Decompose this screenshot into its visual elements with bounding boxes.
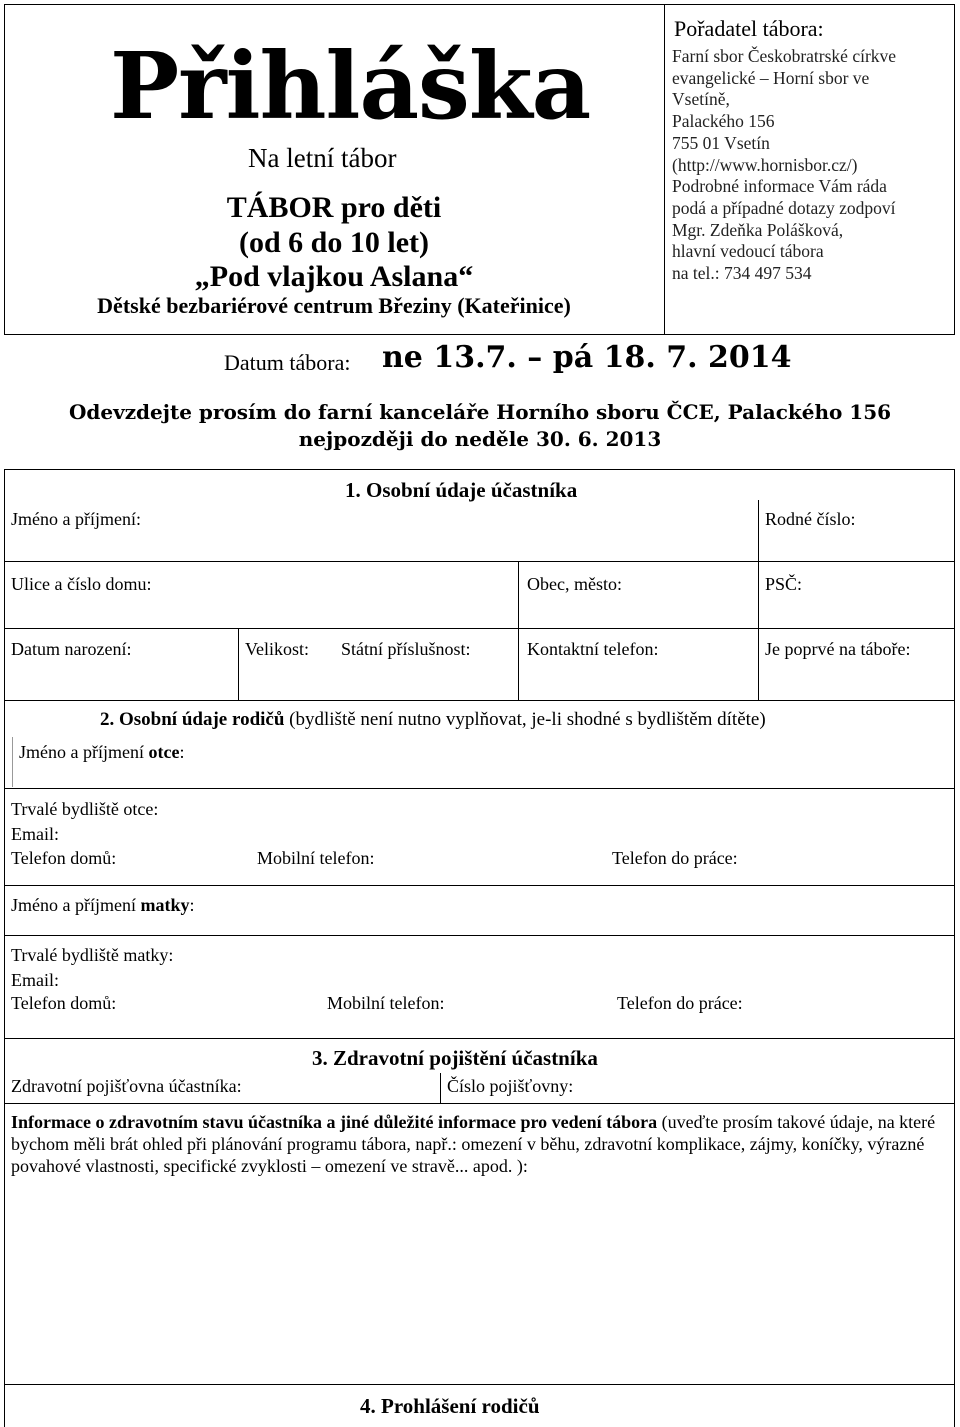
camp-date-label: Datum tábora: (224, 350, 351, 375)
organizer-line: Farní sbor Českobratrské církve (672, 46, 897, 66)
form-subtitle: Na letní tábor (248, 143, 397, 173)
mother-mobile-field[interactable]: Mobilní telefon: (327, 993, 445, 1013)
organizer-line: podá a případné dotazy zodpoví (672, 197, 896, 218)
mother-address-field[interactable]: Trvalé bydliště matky: (11, 945, 174, 965)
section-3-title: 3. Zdravotní pojištění účastníka (312, 1046, 598, 1070)
zip-field[interactable]: PSČ: (765, 574, 803, 594)
father-home-phone-field[interactable]: Telefon domů: (11, 848, 117, 868)
father-email-field[interactable]: Email: (11, 824, 59, 844)
organizer-line: evangelické – Horní sbor ve (672, 67, 870, 88)
section-1-title: 1. Osobní údaje účastníka (345, 478, 578, 502)
insurance-number-field[interactable]: Číslo pojišťovny: (447, 1076, 574, 1096)
city-field[interactable]: Obec, město: (527, 574, 622, 594)
organizer-line: Podrobné informace Vám ráda (672, 176, 887, 197)
insurer-field[interactable]: Zdravotní pojišťovna účastníka: (11, 1076, 242, 1096)
organizer-line: Mgr. Zdeňka Polášková, (672, 219, 844, 240)
birth-date-field[interactable]: Datum narození: (11, 639, 132, 659)
form-title: Přihláška (110, 32, 591, 140)
organizer-line: Vsetíně, (672, 89, 730, 110)
camp-location: Dětské bezbariérové centrum Březiny (Kateřinice) (97, 293, 571, 318)
health-info-field[interactable] (11, 1111, 951, 1177)
mother-work-phone-field[interactable]: Telefon do práce: (617, 993, 743, 1013)
mother-home-phone-field[interactable]: Telefon domů: (11, 993, 117, 1013)
first-time-field[interactable]: Je poprvé na táboře: (765, 639, 911, 659)
label-colon: : (189, 895, 195, 915)
organizer-line: Palackého 156 (672, 111, 775, 132)
organizer-line: hlavní vedoucí tábora (672, 241, 824, 262)
label-colon: : (179, 742, 185, 762)
father-work-phone-field[interactable]: Telefon do práce: (612, 848, 738, 868)
organizer-box (664, 4, 954, 334)
birth-number-field[interactable]: Rodné číslo: (765, 509, 856, 529)
mother-name-label: Jméno a příjmení (11, 895, 141, 915)
father-name-field[interactable] (19, 743, 184, 761)
submission-notice: Odevzdejte prosím do farní kanceláře Horního sboru ČCE, Palackého 156 (68, 400, 892, 424)
participant-name-field[interactable]: Jméno a příjmení: (11, 509, 141, 529)
submission-deadline: nejpozději do neděle 30. 6. 2013 (298, 427, 662, 451)
citizenship-field[interactable]: Státní příslušnost: (341, 639, 471, 659)
section-2-title (100, 709, 766, 731)
camp-age-range: (od 6 do 10 let) (239, 226, 429, 259)
health-info-instructions: (uveďte prosím takové údaje, na které bychom měli brát ohled při plánování programu tábora, např.: omezení v běhu, zdravotní komplikace, zájmy, koníčky, výrazné povahové vlastnosti, specifické zvyklosti – omezení ve stravě... apod. ): (11, 1112, 936, 1176)
organizer-line: 755 01 Vsetín (672, 132, 770, 153)
camp-name: TÁBOR pro děti (226, 191, 442, 224)
section-2-note: (bydliště není nutno vyplňovat, je-li shodné s bydlištěm dítěte) (284, 709, 766, 730)
camp-theme: „Pod vlajkou Aslana“ (194, 260, 474, 293)
street-field[interactable]: Ulice a číslo domu: (11, 574, 152, 594)
organizer-info (672, 46, 954, 285)
organizer-title: Pořadatel tábora: (674, 16, 824, 41)
mother-name-field[interactable] (11, 896, 195, 914)
camp-date-value: ne 13.7. – pá 18. 7. 2014 (382, 340, 792, 375)
father-address-field[interactable]: Trvalé bydliště otce: (11, 799, 159, 819)
section-2-heading: 2. Osobní údaje rodičů (100, 709, 285, 730)
mother-email-field[interactable]: Email: (11, 970, 59, 990)
section-4-title: 4. Prohlášení rodičů (360, 1394, 540, 1418)
contact-phone-field[interactable]: Kontaktní telefon: (527, 639, 659, 659)
father-mobile-field[interactable]: Mobilní telefon: (257, 848, 375, 868)
organizer-website: (http://www.hornisbor.cz/) (672, 154, 858, 175)
health-info-heading: Informace o zdravotním stavu účastníka a jiné důležité informace pro vedení tábora (11, 1112, 658, 1132)
organizer-phone: na tel.: 734 497 534 (672, 263, 812, 284)
mother-word: matky (140, 895, 190, 915)
size-field[interactable]: Velikost: (245, 639, 310, 659)
father-word: otce (148, 742, 180, 762)
father-name-label: Jméno a příjmení (19, 742, 149, 762)
